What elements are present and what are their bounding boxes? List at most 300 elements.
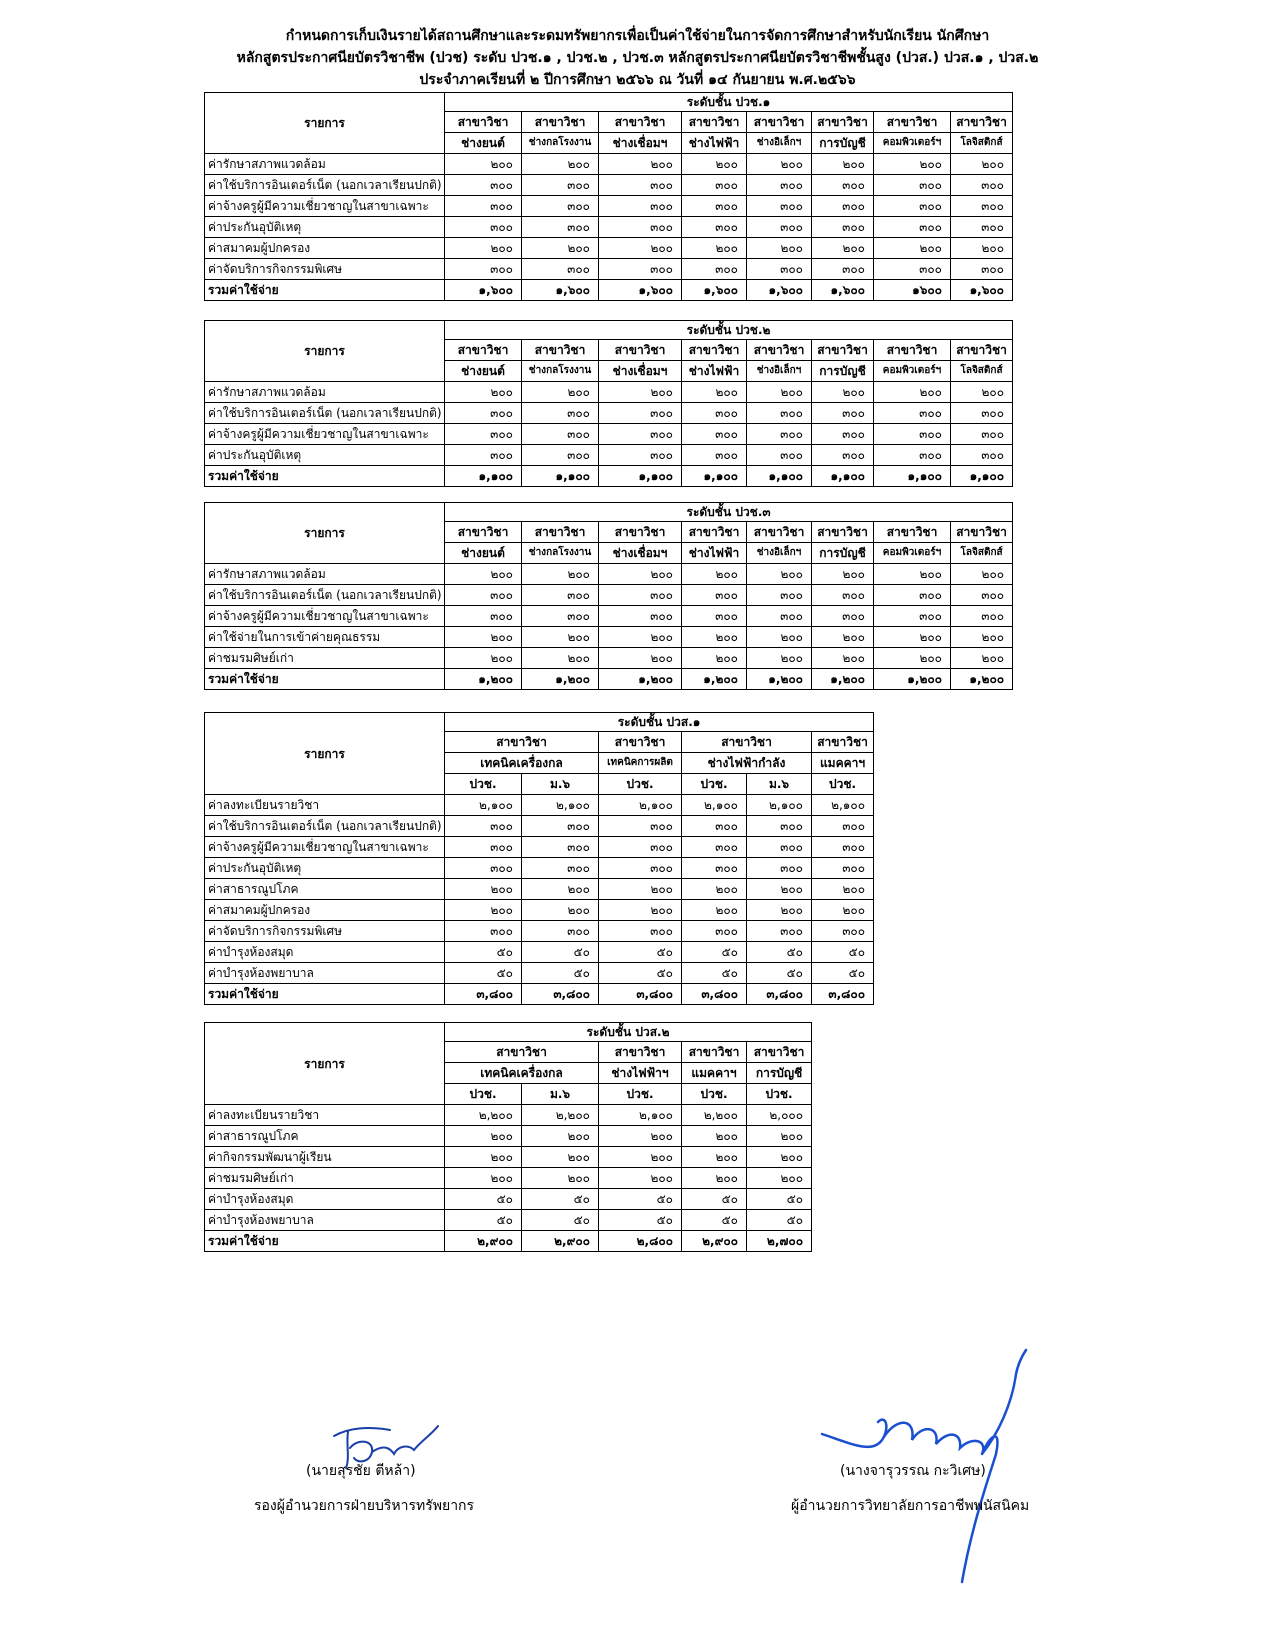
branch-name: ช่างกลโรงงาน — [522, 543, 599, 564]
fee-amount: ๒,๑๐๐ — [682, 795, 747, 816]
fee-item-label: ค่าประกันอุบัติเหตุ — [205, 858, 445, 879]
branch-word: สาขาวิชา — [951, 340, 1013, 361]
fee-amount: ๓๐๐ — [682, 858, 747, 879]
branch-word: สาขาวิชา — [599, 522, 682, 543]
fee-amount: ๓๐๐ — [812, 585, 874, 606]
total-label: รวมค่าใช้จ่าย — [205, 280, 445, 301]
fee-amount: ๕๐ — [682, 942, 747, 963]
branch-word: สาขาวิชา — [682, 732, 812, 753]
fee-amount: ๓๐๐ — [812, 606, 874, 627]
fee-amount: ๓๐๐ — [445, 606, 522, 627]
fee-amount: ๒๐๐ — [812, 154, 874, 175]
fee-item-label: ค่ารักษาสภาพแวดล้อม — [205, 154, 445, 175]
fee-amount: ๓๐๐ — [599, 403, 682, 424]
fee-amount: ๓๐๐ — [445, 445, 522, 466]
fee-amount: ๓๐๐ — [599, 445, 682, 466]
branch-word: สาขาวิชา — [747, 522, 812, 543]
branch-word: สาขาวิชา — [682, 522, 747, 543]
table-row — [205, 196, 1013, 217]
fee-amount: ๒๐๐ — [747, 627, 812, 648]
fee-amount: ๒๐๐ — [522, 879, 599, 900]
qualification-label: ปวช. — [682, 1084, 747, 1105]
total-amount: ๑,๖๐๐ — [522, 280, 599, 301]
fee-item-label: ค่าบำรุงห้องสมุด — [205, 1189, 445, 1210]
total-amount: ๑,๒๐๐ — [951, 669, 1013, 690]
total-amount: ๑,๑๐๐ — [747, 466, 812, 487]
branch-word: สาขาวิชา — [445, 340, 522, 361]
fee-amount: ๕๐ — [445, 1210, 522, 1231]
fee-amount: ๓๐๐ — [599, 585, 682, 606]
fee-item-label: ค่าใช้บริการอินเตอร์เน็ต (นอกเวลาเรียนปกติ) — [205, 175, 445, 196]
table-row — [205, 942, 874, 963]
fee-amount: ๕๐ — [747, 942, 812, 963]
fee-amount: ๒๐๐ — [682, 564, 747, 585]
fee-item-label: ค่าใช้บริการอินเตอร์เน็ต (นอกเวลาเรียนปกติ) — [205, 816, 445, 837]
fee-amount: ๓๐๐ — [522, 217, 599, 238]
table-row — [205, 900, 874, 921]
fee-amount: ๒๐๐ — [599, 238, 682, 259]
fee-amount: ๒๐๐ — [599, 879, 682, 900]
fee-table-hvc2 — [204, 1022, 812, 1252]
fee-amount: ๕๐ — [812, 942, 874, 963]
fee-amount: ๓๐๐ — [747, 217, 812, 238]
right-signer-position: ผู้อำนวยการวิทยาลัยการอาชีพพนัสนิคม — [791, 1498, 1030, 1514]
items-column-header: รายการ — [205, 713, 445, 795]
total-row — [205, 1231, 812, 1252]
fee-amount: ๕๐ — [522, 1210, 599, 1231]
fee-item-label: ค่าจัดบริการกิจกรรมพิเศษ — [205, 259, 445, 280]
level-header-row — [205, 1023, 812, 1042]
fee-amount: ๒๐๐ — [951, 564, 1013, 585]
fee-amount: ๒๐๐ — [812, 648, 874, 669]
fee-amount: ๒๐๐ — [682, 1147, 747, 1168]
fee-amount: ๒๐๐ — [599, 382, 682, 403]
fee-amount: ๕๐ — [599, 942, 682, 963]
branch-word: สาขาวิชา — [445, 732, 599, 753]
fee-amount: ๒๐๐ — [747, 879, 812, 900]
fee-amount: ๒๐๐ — [522, 382, 599, 403]
fee-amount: ๒,๒๐๐ — [445, 1105, 522, 1126]
fee-amount: ๓๐๐ — [445, 837, 522, 858]
fee-amount: ๓๐๐ — [682, 816, 747, 837]
branch-name: ช่างเชื่อมฯ — [599, 543, 682, 564]
fee-amount: ๓๐๐ — [874, 217, 951, 238]
level-header-row — [205, 321, 1013, 340]
fee-item-label: ค่าชมรมศิษย์เก่า — [205, 648, 445, 669]
fee-amount: ๓๐๐ — [682, 175, 747, 196]
fee-amount: ๒๐๐ — [445, 382, 522, 403]
fee-amount: ๒๐๐ — [812, 564, 874, 585]
branch-word: สาขาวิชา — [445, 522, 522, 543]
fee-table-hvc1 — [204, 712, 874, 1005]
fee-amount: ๒๐๐ — [747, 1147, 812, 1168]
fee-amount: ๒๐๐ — [445, 648, 522, 669]
total-label: รวมค่าใช้จ่าย — [205, 984, 445, 1005]
branch-word: สาขาวิชา — [874, 340, 951, 361]
fee-amount: ๒๐๐ — [599, 564, 682, 585]
branch-name: ช่างไฟฟ้า — [682, 543, 747, 564]
fee-item-label: ค่าสมาคมผู้ปกครอง — [205, 900, 445, 921]
total-amount: ๒,๗๐๐ — [747, 1231, 812, 1252]
branch-word: สาขาวิชา — [682, 340, 747, 361]
total-amount: ๑,๖๐๐ — [812, 280, 874, 301]
fee-amount: ๓๐๐ — [747, 175, 812, 196]
qualification-label: ปวช. — [599, 774, 682, 795]
branch-name: ช่างกลโรงงาน — [522, 133, 599, 154]
fee-item-label: ค่าลงทะเบียนรายวิชา — [205, 1105, 445, 1126]
fee-amount: ๒,๑๐๐ — [599, 1105, 682, 1126]
level-title: ระดับชั้น ปวส.๑ — [445, 713, 874, 732]
table-row — [205, 1210, 812, 1231]
total-amount: ๑,๑๐๐ — [951, 466, 1013, 487]
branch-name: เทคนิคการผลิต — [599, 753, 682, 774]
fee-item-label: ค่าสาธารณูปโภค — [205, 879, 445, 900]
fee-amount: ๓๐๐ — [445, 403, 522, 424]
level-header-row — [205, 503, 1013, 522]
fee-amount: ๓๐๐ — [599, 217, 682, 238]
fee-amount: ๓๐๐ — [445, 816, 522, 837]
items-column-header: รายการ — [205, 321, 445, 382]
fee-amount: ๓๐๐ — [812, 217, 874, 238]
fee-amount: ๓๐๐ — [951, 403, 1013, 424]
branch-name: ช่างเชื่อมฯ — [599, 361, 682, 382]
total-label: รวมค่าใช้จ่าย — [205, 466, 445, 487]
branch-word: สาขาวิชา — [951, 522, 1013, 543]
qualification-label: ปวช. — [747, 1084, 812, 1105]
fee-amount: ๒๐๐ — [522, 238, 599, 259]
fee-item-label: ค่าสมาคมผู้ปกครอง — [205, 238, 445, 259]
fee-amount: ๒๐๐ — [874, 382, 951, 403]
fee-amount: ๒๐๐ — [874, 564, 951, 585]
branch-name: แมคคาฯ — [812, 753, 874, 774]
fee-amount: ๓๐๐ — [599, 858, 682, 879]
branch-word: สาขาวิชา — [812, 522, 874, 543]
total-amount: ๑,๑๐๐ — [599, 466, 682, 487]
fee-item-label: ค่าจัดบริการกิจกรรมพิเศษ — [205, 921, 445, 942]
fee-amount: ๓๐๐ — [522, 858, 599, 879]
fee-amount: ๓๐๐ — [812, 837, 874, 858]
fee-amount: ๒๐๐ — [874, 154, 951, 175]
fee-amount: ๒๐๐ — [522, 648, 599, 669]
level-title: ระดับชั้น ปวช.๒ — [445, 321, 1013, 340]
fee-amount: ๓๐๐ — [747, 585, 812, 606]
fee-amount: ๒,๑๐๐ — [522, 795, 599, 816]
fee-amount: ๕๐ — [682, 963, 747, 984]
table-row — [205, 445, 1013, 466]
table-row — [205, 963, 874, 984]
branch-name: การบัญชี — [812, 543, 874, 564]
fee-amount: ๒๐๐ — [522, 564, 599, 585]
branch-name: ช่างยนต์ — [445, 543, 522, 564]
total-amount: ๑,๒๐๐ — [812, 669, 874, 690]
total-amount: ๑,๒๐๐ — [522, 669, 599, 690]
table-row — [205, 382, 1013, 403]
branch-word: สาขาวิชา — [874, 522, 951, 543]
fee-amount: ๕๐ — [522, 942, 599, 963]
total-amount: ๑,๖๐๐ — [599, 280, 682, 301]
table-row — [205, 564, 1013, 585]
branch-word: สาขาวิชา — [682, 112, 747, 133]
fee-amount: ๒๐๐ — [682, 238, 747, 259]
branch-name: เทคนิคเครื่องกล — [445, 1063, 599, 1084]
branch-name: ช่างยนต์ — [445, 361, 522, 382]
table-row — [205, 238, 1013, 259]
fee-item-label: ค่าจ้างครูผู้มีความเชี่ยวชาญในสาขาเฉพาะ — [205, 196, 445, 217]
fee-amount: ๒๐๐ — [522, 900, 599, 921]
fee-amount: ๒๐๐ — [747, 900, 812, 921]
left-signer-position: รองผู้อำนวยการฝ่ายบริหารทรัพยากร — [254, 1498, 475, 1514]
fee-amount: ๓๐๐ — [951, 259, 1013, 280]
fee-amount: ๒๐๐ — [599, 1147, 682, 1168]
fee-amount: ๓๐๐ — [522, 445, 599, 466]
table-row — [205, 585, 1013, 606]
fee-amount: ๒๐๐ — [812, 879, 874, 900]
fee-amount: ๕๐ — [445, 1189, 522, 1210]
total-amount: ๒,๘๐๐ — [599, 1231, 682, 1252]
branch-word: สาขาวิชา — [747, 1042, 812, 1063]
fee-amount: ๒,๑๐๐ — [812, 795, 874, 816]
fee-table-pvc2 — [204, 320, 1013, 487]
fee-amount: ๓๐๐ — [812, 445, 874, 466]
total-amount: ๑,๒๐๐ — [445, 669, 522, 690]
branch-word: สาขาวิชา — [445, 1042, 599, 1063]
fee-amount: ๒๐๐ — [445, 238, 522, 259]
fee-amount: ๒๐๐ — [682, 879, 747, 900]
fee-item-label: ค่าประกันอุบัติเหตุ — [205, 217, 445, 238]
fee-amount: ๒๐๐ — [812, 238, 874, 259]
fee-amount: ๒๐๐ — [682, 1126, 747, 1147]
fee-amount: ๓๐๐ — [599, 816, 682, 837]
fee-amount: ๒๐๐ — [951, 382, 1013, 403]
fee-amount: ๓๐๐ — [812, 259, 874, 280]
fee-amount: ๒๐๐ — [682, 382, 747, 403]
branch-word: สาขาวิชา — [522, 522, 599, 543]
total-amount: ๑,๒๐๐ — [599, 669, 682, 690]
branch-word: สาขาวิชา — [599, 1042, 682, 1063]
fee-amount: ๓๐๐ — [599, 837, 682, 858]
fee-amount: ๒๐๐ — [747, 1126, 812, 1147]
fee-amount: ๒,๒๐๐ — [522, 1105, 599, 1126]
fee-amount: ๓๐๐ — [445, 585, 522, 606]
fee-amount: ๓๐๐ — [951, 606, 1013, 627]
fee-amount: ๓๐๐ — [599, 259, 682, 280]
total-amount: ๒,๙๐๐ — [682, 1231, 747, 1252]
table-row — [205, 1168, 812, 1189]
fee-amount: ๓๐๐ — [522, 606, 599, 627]
fee-amount: ๓๐๐ — [812, 858, 874, 879]
table-row — [205, 879, 874, 900]
level-header-row — [205, 713, 874, 732]
branch-word: สาขาวิชา — [522, 112, 599, 133]
fee-amount: ๓๐๐ — [682, 259, 747, 280]
total-amount: ๑,๖๐๐ — [747, 280, 812, 301]
fee-amount: ๓๐๐ — [445, 259, 522, 280]
fee-amount: ๓๐๐ — [874, 585, 951, 606]
qualification-label: ปวช. — [812, 774, 874, 795]
fee-amount: ๓๐๐ — [682, 424, 747, 445]
qualification-label: ปวช. — [445, 774, 522, 795]
fee-amount: ๓๐๐ — [812, 816, 874, 837]
total-amount: ๑๖๐๐ — [874, 280, 951, 301]
branch-name: โลจิสติกส์ — [951, 543, 1013, 564]
branch-word: สาขาวิชา — [599, 340, 682, 361]
fee-item-label: ค่าสาธารณูปโภค — [205, 1126, 445, 1147]
fee-amount: ๒๐๐ — [445, 900, 522, 921]
qualification-label: ม.๖ — [747, 774, 812, 795]
fee-amount: ๓๐๐ — [747, 606, 812, 627]
qualification-label: ปวช. — [599, 1084, 682, 1105]
fee-amount: ๓๐๐ — [951, 196, 1013, 217]
fee-amount: ๓๐๐ — [522, 424, 599, 445]
fee-amount: ๓๐๐ — [812, 403, 874, 424]
table-row — [205, 403, 1013, 424]
fee-amount: ๓๐๐ — [522, 837, 599, 858]
total-row — [205, 280, 1013, 301]
qualification-label: ปวช. — [682, 774, 747, 795]
fee-amount: ๒๐๐ — [599, 1126, 682, 1147]
table-row — [205, 1189, 812, 1210]
fee-table-pvc1 — [204, 92, 1013, 301]
table-row — [205, 921, 874, 942]
branch-name: การบัญชี — [812, 133, 874, 154]
fee-amount: ๒๐๐ — [522, 1147, 599, 1168]
fee-amount: ๓๐๐ — [812, 424, 874, 445]
fee-amount: ๓๐๐ — [874, 424, 951, 445]
branch-word: สาขาวิชา — [747, 340, 812, 361]
total-row — [205, 984, 874, 1005]
fee-amount: ๒,๑๐๐ — [747, 795, 812, 816]
fee-amount: ๒,๐๐๐ — [747, 1105, 812, 1126]
branch-word: สาขาวิชา — [599, 112, 682, 133]
fee-amount: ๕๐ — [747, 1210, 812, 1231]
fee-amount: ๓๐๐ — [951, 424, 1013, 445]
fee-amount: ๒๐๐ — [522, 627, 599, 648]
branch-name: การบัญชี — [812, 361, 874, 382]
qualification-label: ม.๖ — [522, 1084, 599, 1105]
fee-amount: ๒๐๐ — [599, 154, 682, 175]
fee-amount: ๕๐ — [599, 1189, 682, 1210]
total-label: รวมค่าใช้จ่าย — [205, 669, 445, 690]
items-column-header: รายการ — [205, 503, 445, 564]
table-row — [205, 858, 874, 879]
total-amount: ๑,๑๐๐ — [874, 466, 951, 487]
left-signer-name: (นายสุรชัย ตีหล้า) — [306, 1463, 416, 1479]
level-title: ระดับชั้น ปวช.๑ — [445, 93, 1013, 112]
fee-amount: ๒๐๐ — [874, 238, 951, 259]
fee-amount: ๓๐๐ — [747, 921, 812, 942]
fee-item-label: ค่าชมรมศิษย์เก่า — [205, 1168, 445, 1189]
fee-item-label: ค่าบำรุงห้องพยาบาล — [205, 963, 445, 984]
branch-word: สาขาวิชา — [812, 340, 874, 361]
fee-amount: ๒๐๐ — [522, 154, 599, 175]
branch-name: คอมพิวเตอร์ฯ — [874, 543, 951, 564]
fee-amount: ๒๐๐ — [599, 1168, 682, 1189]
branch-word: สาขาวิชา — [599, 732, 682, 753]
branch-word: สาขาวิชา — [747, 112, 812, 133]
total-amount: ๓,๘๐๐ — [812, 984, 874, 1005]
fee-amount: ๓๐๐ — [682, 921, 747, 942]
fee-amount: ๓๐๐ — [445, 196, 522, 217]
fee-amount: ๒๐๐ — [445, 1126, 522, 1147]
fee-amount: ๓๐๐ — [445, 921, 522, 942]
fee-amount: ๓๐๐ — [445, 175, 522, 196]
level-title: ระดับชั้น ปวช.๓ — [445, 503, 1013, 522]
fee-amount: ๒๐๐ — [874, 648, 951, 669]
fee-amount: ๓๐๐ — [522, 175, 599, 196]
fee-item-label: ค่าจ้างครูผู้มีความเชี่ยวชาญในสาขาเฉพาะ — [205, 424, 445, 445]
total-amount: ๒,๙๐๐ — [522, 1231, 599, 1252]
total-amount: ๑,๖๐๐ — [682, 280, 747, 301]
branch-name: ช่างกลโรงงาน — [522, 361, 599, 382]
branch-name: ช่างไฟฟ้า — [682, 133, 747, 154]
branch-word: สาขาวิชา — [682, 1042, 747, 1063]
branch-name: การบัญชี — [747, 1063, 812, 1084]
fee-amount: ๕๐ — [522, 1189, 599, 1210]
branch-name: โลจิสติกส์ — [951, 133, 1013, 154]
total-amount: ๒,๙๐๐ — [445, 1231, 522, 1252]
table-row — [205, 627, 1013, 648]
table-row — [205, 816, 874, 837]
branch-name: ช่างอิเล็กฯ — [747, 133, 812, 154]
total-amount: ๓,๘๐๐ — [747, 984, 812, 1005]
fee-item-label: ค่าประกันอุบัติเหตุ — [205, 445, 445, 466]
fee-amount: ๒๐๐ — [682, 154, 747, 175]
fee-amount: ๓๐๐ — [445, 217, 522, 238]
fee-amount: ๕๐ — [747, 963, 812, 984]
fee-item-label: ค่าจ้างครูผู้มีความเชี่ยวชาญในสาขาเฉพาะ — [205, 837, 445, 858]
document-title-line-1: กำหนดการเก็บเงินรายได้สถานศึกษาและระดมทรัพยากรเพื่อเป็นค่าใช้จ่ายในการจัดการศึกษาสำหรับนักเรียน นักศึกษา — [285, 28, 990, 44]
fee-amount: ๓๐๐ — [599, 424, 682, 445]
fee-amount: ๓๐๐ — [445, 424, 522, 445]
fee-amount: ๓๐๐ — [682, 403, 747, 424]
total-amount: ๑,๖๐๐ — [445, 280, 522, 301]
fee-amount: ๒,๒๐๐ — [682, 1105, 747, 1126]
fee-amount: ๒๐๐ — [747, 1168, 812, 1189]
fee-amount: ๓๐๐ — [599, 175, 682, 196]
fee-amount: ๒๐๐ — [522, 1126, 599, 1147]
table-row — [205, 217, 1013, 238]
fee-amount: ๒๐๐ — [747, 154, 812, 175]
fee-amount: ๒๐๐ — [599, 900, 682, 921]
fee-amount: ๒๐๐ — [682, 648, 747, 669]
fee-amount: ๓๐๐ — [747, 424, 812, 445]
total-amount: ๑,๒๐๐ — [874, 669, 951, 690]
fee-item-label: ค่าใช้บริการอินเตอร์เน็ต (นอกเวลาเรียนปกติ) — [205, 403, 445, 424]
fee-amount: ๓๐๐ — [812, 175, 874, 196]
level-title: ระดับชั้น ปวส.๒ — [445, 1023, 812, 1042]
branch-name: ช่างไฟฟ้า — [682, 361, 747, 382]
fee-amount: ๕๐ — [599, 1210, 682, 1231]
fee-table-pvc3 — [204, 502, 1013, 690]
branch-name: แมคคาฯ — [682, 1063, 747, 1084]
fee-amount: ๕๐ — [599, 963, 682, 984]
fee-item-label: ค่ากิจกรรมพัฒนาผู้เรียน — [205, 1147, 445, 1168]
fee-amount: ๓๐๐ — [874, 445, 951, 466]
fee-amount: ๓๐๐ — [874, 196, 951, 217]
table-row — [205, 1126, 812, 1147]
fee-amount: ๒๐๐ — [682, 627, 747, 648]
fee-amount: ๕๐ — [682, 1189, 747, 1210]
fee-amount: ๓๐๐ — [747, 259, 812, 280]
table-row — [205, 1105, 812, 1126]
fee-amount: ๓๐๐ — [747, 196, 812, 217]
branch-word: สาขาวิชา — [522, 340, 599, 361]
branch-name: ช่างยนต์ — [445, 133, 522, 154]
fee-amount: ๓๐๐ — [682, 196, 747, 217]
fee-item-label: ค่าบำรุงห้องสมุด — [205, 942, 445, 963]
branch-word: สาขาวิชา — [812, 112, 874, 133]
branch-name: ช่างไฟฟ้าฯ — [599, 1063, 682, 1084]
